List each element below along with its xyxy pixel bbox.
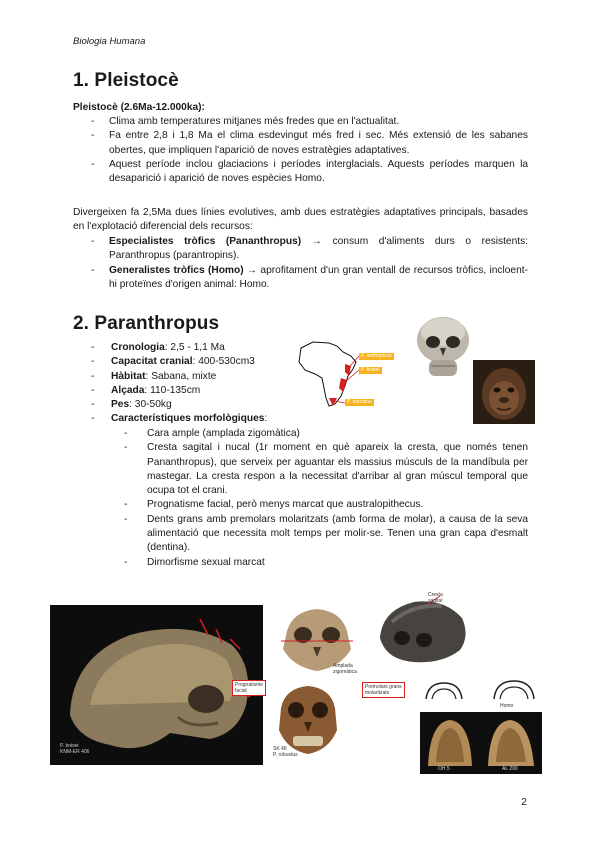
list-item xyxy=(91,398,311,412)
list-item xyxy=(73,264,528,293)
caption-line: SK 48 xyxy=(273,746,287,752)
map-tag-robustus: P. robustus xyxy=(347,399,372,405)
list-item xyxy=(91,412,311,426)
skull-icon xyxy=(412,310,474,384)
divergence-paragraph: Divergeixen fa 2,5Ma dues línies evolutives, amb dues estratègies adaptatives principals, basades en l'explotació diferencial dels recursos: xyxy=(73,207,528,233)
fact-label: Alçada xyxy=(111,384,145,396)
robustus-skull-photo xyxy=(273,682,343,760)
face-icon xyxy=(473,360,535,424)
skull-lateral-photo xyxy=(412,310,474,384)
skull-crest-icon xyxy=(372,592,472,672)
fact-label: Característiques morfològiques xyxy=(111,413,265,425)
zygomatic-label xyxy=(333,663,357,675)
label-line: molaritzats xyxy=(365,690,390,696)
label-line: Homo xyxy=(500,703,514,709)
fact-value: : 2,5 - 1,1 Ma xyxy=(164,342,225,353)
list-item: - Clima amb temperatures mitjanes més fredes que en l'actualitat. xyxy=(73,115,528,129)
pleistocene-subtitle: Pleistocè (2.6Ma-12.000ka): xyxy=(73,102,205,113)
paranthropus-facts xyxy=(91,341,311,427)
list-item: - Aquest període inclou glaciacions i períodes interglacials. Aquests períodes marquen la desaparició i aparició de noves espècies Homo. xyxy=(73,158,528,187)
fact-value: : 400-530cm3 xyxy=(192,356,255,368)
skull-caption xyxy=(60,743,89,755)
label-line: sagital xyxy=(428,598,443,604)
hominid-reconstruction-photo xyxy=(473,360,535,424)
page-number: 2 xyxy=(521,796,527,808)
fact-value: : 110-135cm xyxy=(144,384,201,396)
list-item xyxy=(91,370,311,384)
teeth-icon xyxy=(420,712,542,774)
dental-arch-icon xyxy=(420,677,540,709)
arch-label xyxy=(500,703,513,709)
premolar-label xyxy=(362,682,405,698)
dental-arch-diagram xyxy=(420,677,540,709)
label-line: zigomàtica xyxy=(333,669,357,675)
africa-distribution-map xyxy=(293,336,408,414)
list-item: - Cara ample (amplada zigomàtica) xyxy=(118,427,528,441)
label-line: Cresta xyxy=(428,592,443,598)
label-line: Amplada xyxy=(333,663,353,669)
pleistocene-bullets xyxy=(73,115,528,186)
label-line: Premolars grans xyxy=(365,684,402,690)
dental-caption-left: OH 5 xyxy=(438,766,450,772)
fact-value: : 30-50kg xyxy=(129,399,172,411)
label-line: facial xyxy=(235,688,247,694)
list-item xyxy=(91,341,311,355)
morphology-list xyxy=(118,427,528,570)
caption-line: P. robustus xyxy=(273,752,298,758)
fact-value: : Sabana, mixte xyxy=(145,370,217,382)
fact-label: Cronologia xyxy=(111,342,165,353)
map-tag-aethiopicus: P. aethiopicus xyxy=(361,353,392,359)
list-item xyxy=(91,355,311,369)
crest-label xyxy=(428,592,443,604)
running-header: Biologia Humana xyxy=(73,36,146,47)
fact-label: Pes xyxy=(111,399,130,411)
strategy-text: → aprofitament d'un gran ventall de recursos tròfics, incloent-hi proteïnes d'origen animal: Homo. xyxy=(109,264,528,290)
fact-value: : xyxy=(264,413,268,425)
skull-frontal-photo xyxy=(275,605,360,677)
robustus-caption xyxy=(273,746,298,758)
strategy-list xyxy=(73,235,528,292)
label-line: Prognatisme xyxy=(235,682,264,688)
list-item: - Dimorfisme sexual marcat xyxy=(118,556,528,570)
list-item: - Prognatisme facial, però menys marcat que australopithecus. xyxy=(118,498,528,512)
map-tag-boisei: P. boisei xyxy=(361,367,380,373)
list-item xyxy=(73,235,528,264)
section-title-paranthropus: 2. Paranthropus xyxy=(73,313,220,334)
list-item: - Dents grans amb premolars molaritzats (amb forma de molar), a causa de la seva alimentació que necessita molt temps per molir-se. Tenen una gran capa d'esmalt (dentina). xyxy=(118,513,528,556)
skull-caption-line: P. boisei xyxy=(60,743,79,749)
strategy-label: Especialistes tròfics (Pananthropus) xyxy=(109,236,302,247)
fact-label: Capacitat cranial xyxy=(111,356,193,368)
prognathism-label xyxy=(232,680,266,696)
list-item: - Fa entre 2,8 i 1,8 Ma el clima esdevingut més fred i sec. Més extensió de les sabanes obertes, que impliquen l'aparició de noves estratègies adaptatives. xyxy=(73,129,528,158)
list-item: - Cresta sagital i nucal (1r moment en què apareix la cresta, que només tenen Pananthropus), que serveix per aguantar els massius músculs de la mandíbula per mastegar. La cresta respon a la necessitat d'arribar al gran múscul temporal que ocupa tot el crani. xyxy=(118,441,528,498)
dental-caption-right: AL 200 xyxy=(502,766,518,772)
strategy-label: Generalistes tròfics (Homo) xyxy=(109,264,244,276)
list-item xyxy=(91,384,311,398)
section-title-pleistocene: 1. Pleistocè xyxy=(73,70,179,91)
fact-label: Hàbitat xyxy=(111,370,146,382)
skull-crest-photo xyxy=(372,592,472,672)
skull-caption-line: KNM-ER 406 xyxy=(60,749,90,755)
dental-arcade-photo xyxy=(420,712,542,774)
strategy-text: → consum d'aliments durs o resistents: Paranthropus (parantropins). xyxy=(109,236,528,262)
